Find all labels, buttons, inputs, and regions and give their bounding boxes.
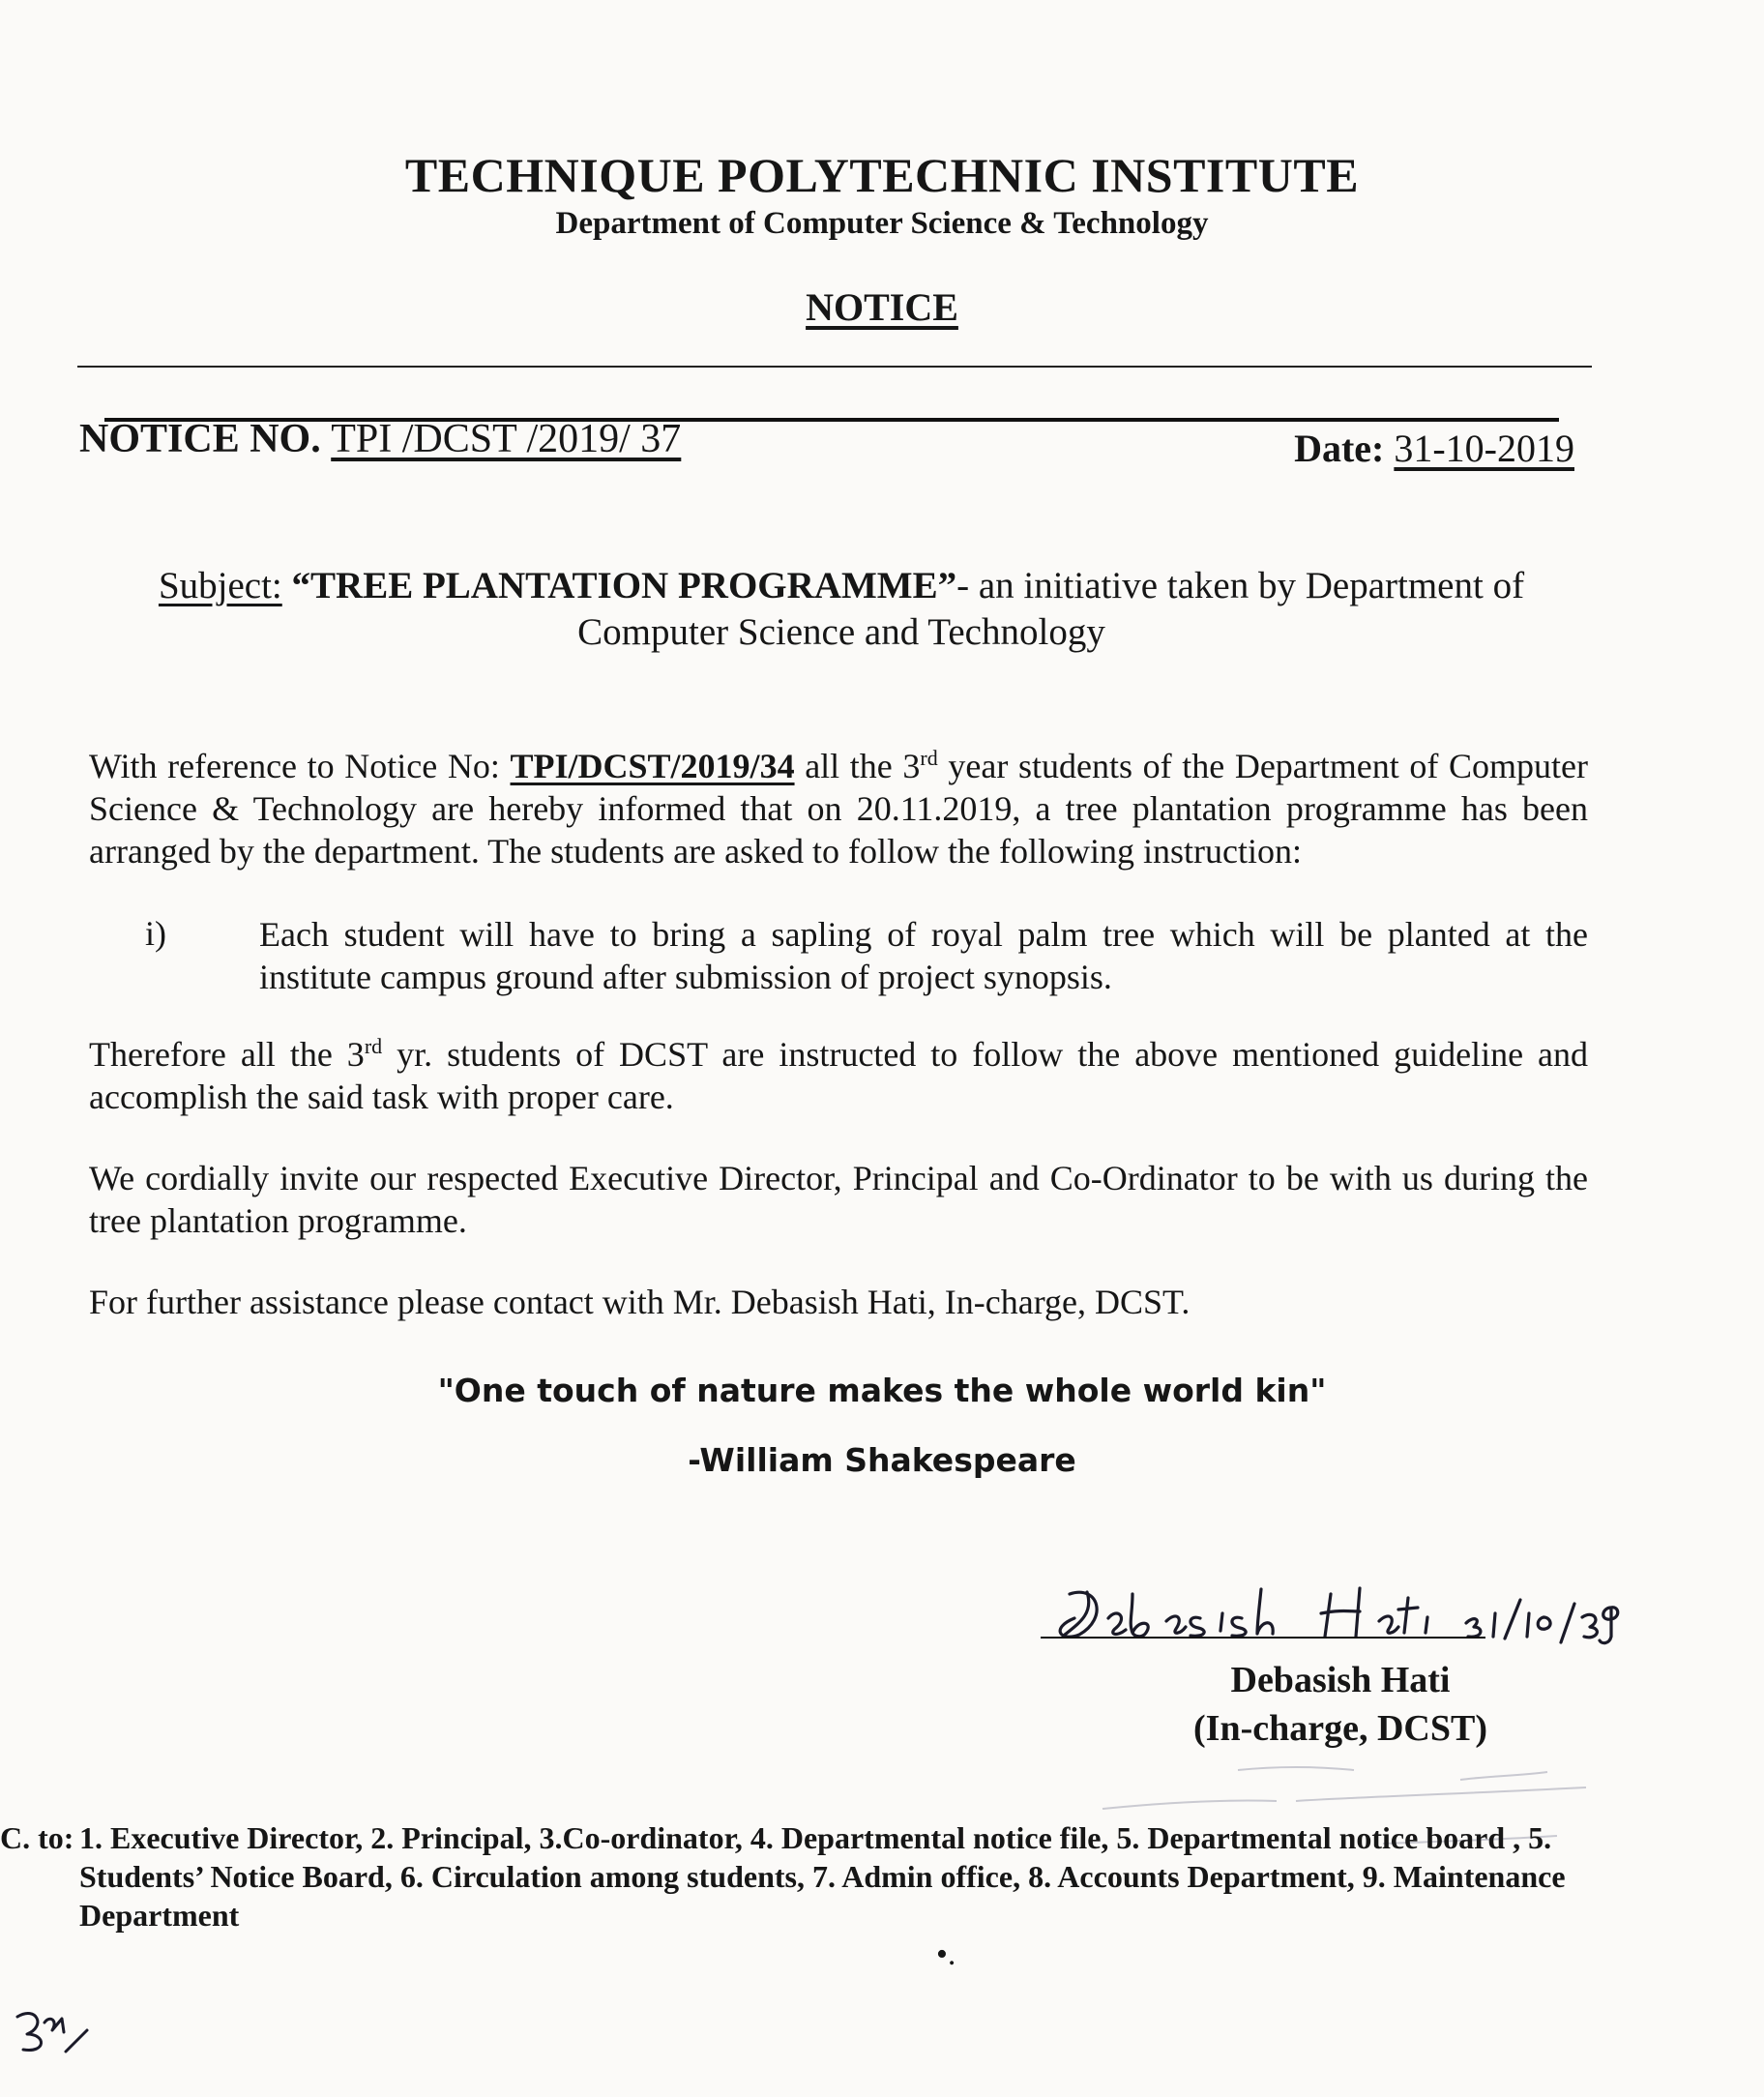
p2-post: yr. students of DCST are instructed to follow the above mentioned guideline and accomplish the said task with proper care. <box>89 1035 1589 1116</box>
cc-label: C. to: <box>0 1820 74 1855</box>
subject-rest: - an initiative taken by Department of Computer Science and Technology <box>577 565 1525 653</box>
p1-sup: rd <box>920 746 938 770</box>
p2-sup: rd <box>364 1034 383 1058</box>
p1-pre: With reference to Notice No: <box>89 747 511 785</box>
paragraph-contact: For further assistance please contact with Mr. Debasish Hati, In-charge, DCST. <box>89 1283 1191 1321</box>
instruction-text: Each student will have to bring a sapling of royal palm tree which will be planted at the institute campus ground after submission of project synopsis. <box>259 915 1588 996</box>
institute-name: TECHNIQUE POLYTECHNIC INSTITUTE <box>404 148 1360 202</box>
divider-top <box>77 366 1592 368</box>
subject <box>135 563 1547 656</box>
notice-number-label: NOTICE NO. <box>79 417 321 461</box>
cc-recipients: 1. Executive Director, 2. Principal, 3.Co-ordinator, 4. Departmental notice file, 5. Departmental notice board , 5. Students’ Notice Board, 6. Circulation among students, 7. Admin office, 8. Accounts Department, 9. Maintenance Department <box>79 1820 1566 1933</box>
signatory-designation: (In-charge, DCST) <box>1193 1708 1487 1749</box>
date-row <box>1294 426 1574 471</box>
subject-title: “TREE PLANTATION PROGRAMME” <box>291 565 957 606</box>
paragraph-instruction <box>89 1033 1588 1118</box>
signatory-name: Debasish Hati <box>1230 1660 1451 1700</box>
handwritten-signature <box>1041 1575 1660 1652</box>
handwritten-initials <box>8 1997 95 2065</box>
date-value: 31-10-2019 <box>1394 427 1574 470</box>
paragraph-reference <box>89 745 1588 872</box>
notice-heading <box>0 284 1764 330</box>
p2-pre: Therefore all the 3 <box>89 1035 365 1074</box>
p1-post: year students of the Department of Computer Science & Technology are hereby informed that on 20.11.2019, a tree plantation programme has been arranged by the department. The students are asked to follow the following instruction: <box>89 747 1588 871</box>
quote-author: -William Shakespeare <box>688 1441 1076 1479</box>
date-label: Date: <box>1294 427 1385 470</box>
signature-line <box>1041 1637 1485 1639</box>
quote-text: "One touch of nature makes the whole world kin" <box>437 1372 1327 1409</box>
stray-mark: •. <box>936 1936 956 1972</box>
reference-notice-link: TPI/DCST/2019/34 <box>510 747 795 785</box>
signatory-block <box>1099 1656 1582 1753</box>
instruction-number: i) <box>145 914 166 953</box>
department-name: Department of Computer Science & Technology <box>555 206 1209 241</box>
notice-heading-text: NOTICE <box>806 285 958 329</box>
notice-number-row <box>79 416 698 462</box>
notice-number-value: TPI /DCST /2019/ 37 <box>331 417 682 461</box>
subject-label: Subject: <box>158 565 282 606</box>
p1-mid: all the 3 <box>794 747 921 785</box>
paragraph-invitation: We cordially invite our respected Executive Director, Principal and Co-Ordinator to be with us during the tree plantation programme. <box>89 1159 1588 1240</box>
